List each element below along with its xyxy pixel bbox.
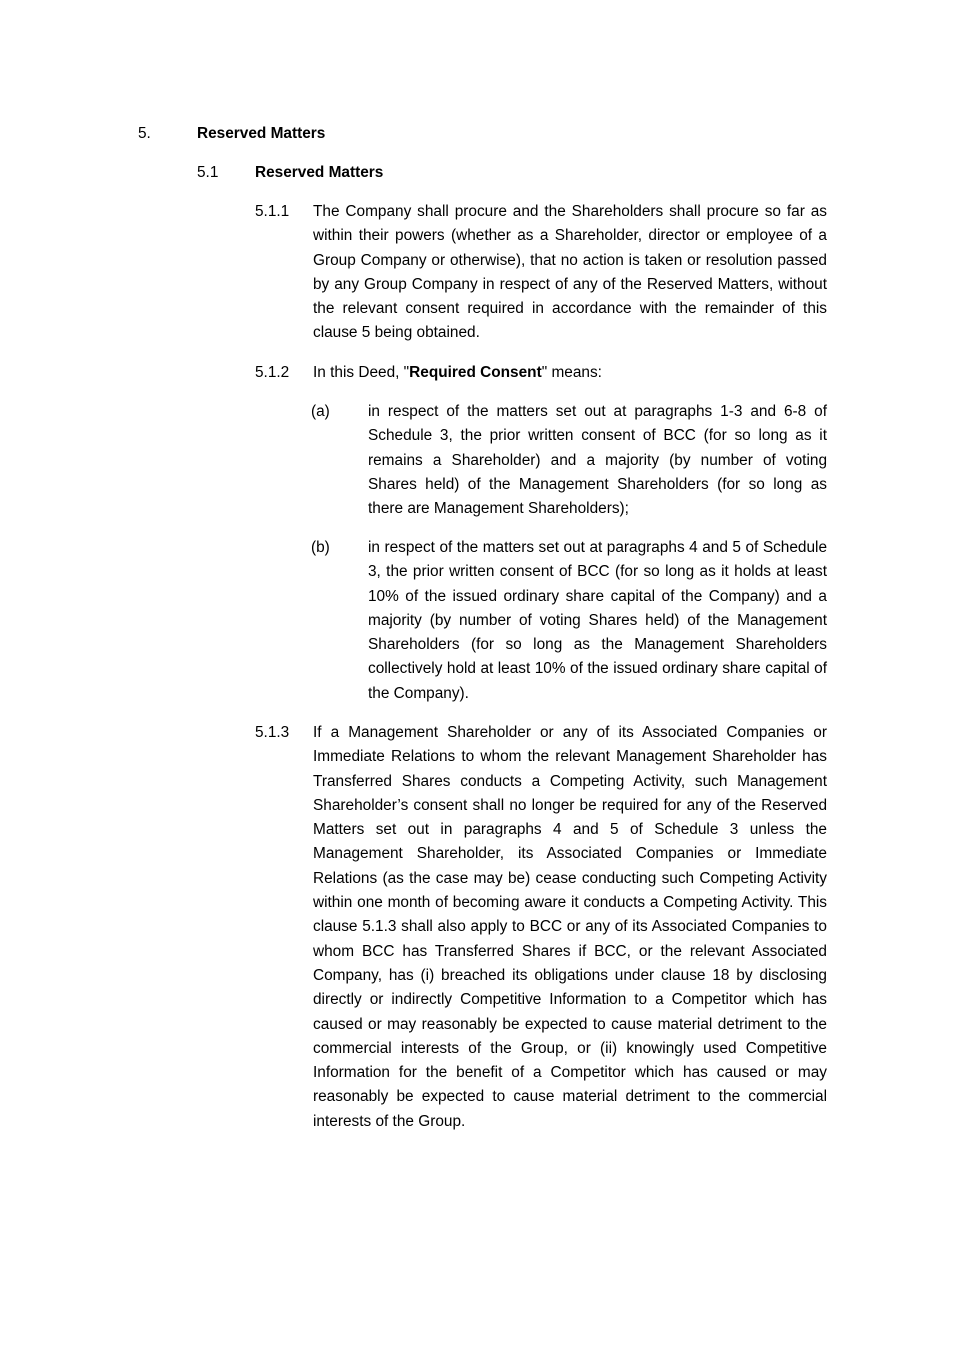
- clause-5-1-2-text: [313, 361, 827, 385]
- clause-5-1-2-number: 5.1.2: [255, 364, 290, 381]
- clause-5-1-2-outro: " means:: [541, 364, 602, 381]
- item-b-text: in respect of the matters set out at paragraphs 4 and 5 of Schedule 3, the prior written consent of BCC (for so long as it holds at least 10% of the issued ordinary share capital of the Company) and a majority (by number of voting Shares held) of the Management Shareholders (for so long as the Management Shareholders collectively hold at least 10% of the issued ordinary share capital of the Company).: [368, 539, 827, 702]
- subsection-title: Reserved Matters: [255, 164, 384, 181]
- section-title: Reserved Matters: [197, 125, 326, 142]
- clause-5-1-3-text: If a Management Shareholder or any of its Associated Companies or Immediate Relations to whom the relevant Management Shareholder has Transferred Shares conducts a Competing Activity, such Management Shareholder’s consent shall no longer be required for any of the Reserved Matters set out in paragraphs 4 and 5 of Schedule 3 unless the Management Shareholder, its Associated Companies or Immediate Relations (as the case may be) cease conducting such Competing Activity within one month of becoming aware it conducts a Competing Activity. This clause 5.1.3 shall also apply to BCC or any of its Associated Companies to whom BCC has Transferred Shares if BCC, or the relevant Associated Company, has (i) breached its obligations under clause 18 by disclosing directly or indirectly Competitive Information to a Competitor which has caused or may reasonably be expected to cause material detriment to the commercial interests of the Group, or (ii) knowingly used Competitive Information for the benefit of a Competitor which has caused or may reasonably be expected to cause material detriment to the commercial interests of the Group.: [313, 724, 827, 1130]
- section-number: 5.: [138, 125, 151, 142]
- clause-5-1-1-text: The Company shall procure and the Shareholders shall procure so far as within their powers (whether as a Shareholder, director or employee of a Group Company or otherwise), that no action is taken or resolution passed by any Group Company in respect of any of the Reserved Matters, without the relevant consent required in accordance with the remainder of this clause 5 being obtained.: [313, 203, 827, 342]
- subsection-number: 5.1: [197, 164, 219, 181]
- clause-5-1-1-number: 5.1.1: [255, 203, 290, 220]
- item-a-label: (a): [311, 403, 330, 420]
- clause-5-1-2-intro: In this Deed, ": [313, 364, 410, 381]
- clause-5-1-3-number: 5.1.3: [255, 724, 290, 741]
- item-b-label: (b): [311, 539, 330, 556]
- defined-term-required-consent: Required Consent: [409, 364, 542, 381]
- item-a-text: in respect of the matters set out at paragraphs 1-3 and 6-8 of Schedule 3, the prior written consent of BCC (for so long as it remains a Shareholder) and a majority (by number of voting Shares held) of the Management Shareholders (for so long as there are Management Shareholders);: [368, 403, 827, 518]
